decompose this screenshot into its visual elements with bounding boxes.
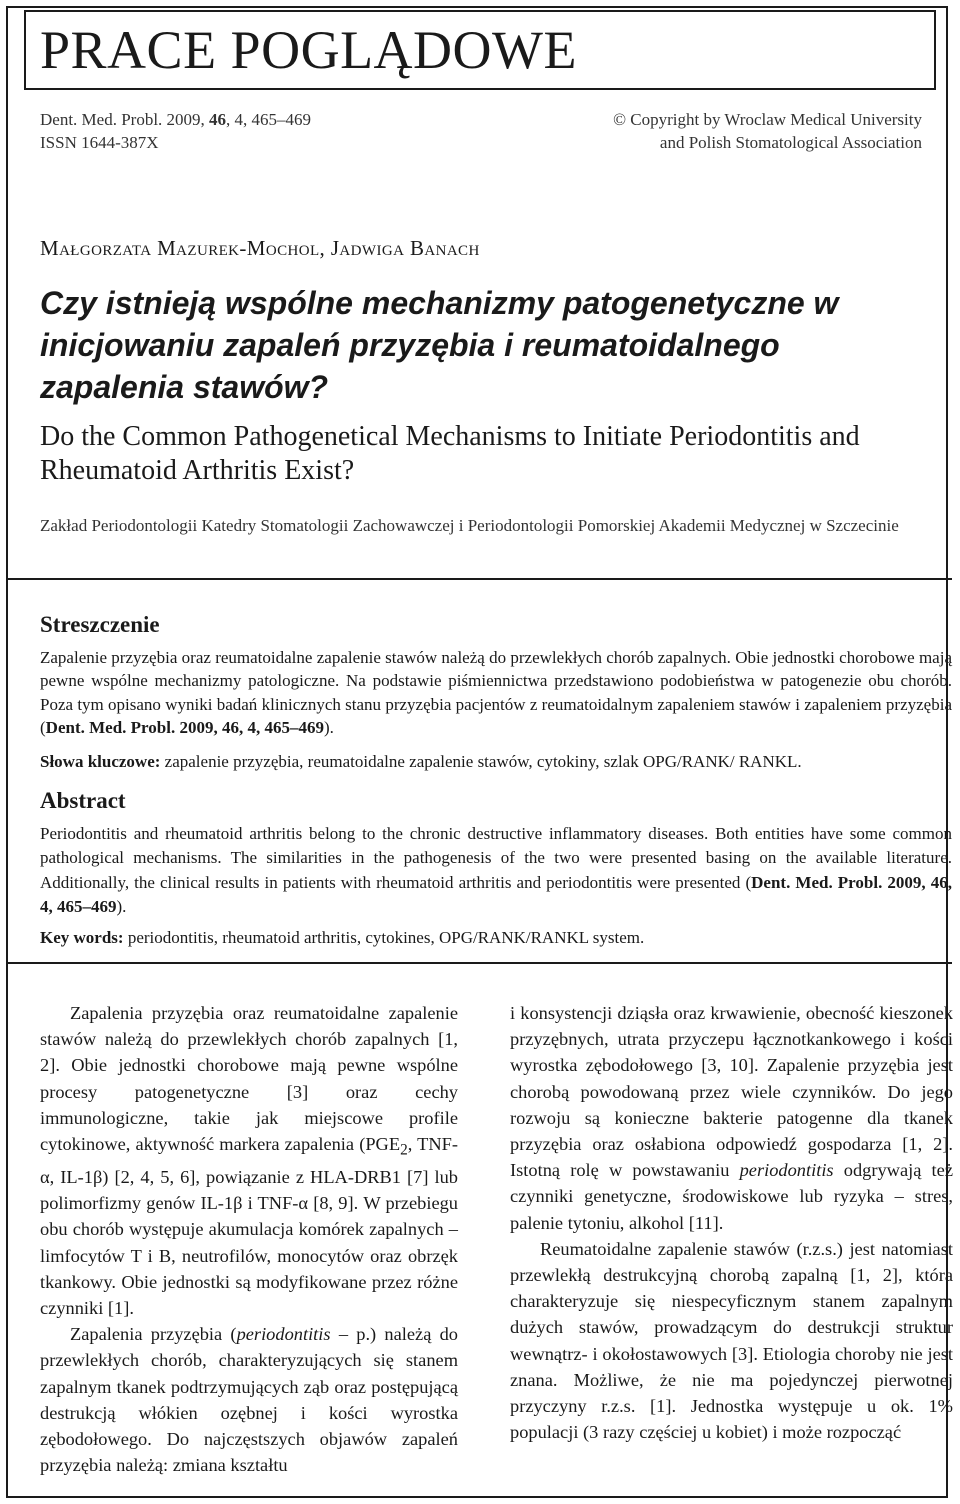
title-polish: Czy istnieją wspólne mechanizmy patogenetyczne w inicjowaniu zapaleń przyzębia i reumatoidalnego zapalenia stawów? [40, 285, 839, 405]
abstract-text [40, 822, 952, 920]
keywords-english-label: Key words: [40, 928, 124, 947]
journal-citation: Dent. Med. Probl. 2009, [40, 110, 205, 129]
body-emphasis: periodontitis [236, 1324, 331, 1345]
streszczenie-citation: Dent. Med. Probl. 2009, 46, 4, 465–469 [45, 718, 324, 738]
abstract-end: ). [116, 897, 127, 917]
journal-issue-pages: , 4, 465–469 [226, 110, 312, 129]
body-paragraph [510, 1000, 953, 1236]
abstract-body: Periodontitis and rheumatoid arthritis belong to the chronic destructive inflammatory diseases. Both entities have some common pathological mechanisms. The similarities in the pathogenesis of the two were presented basing on the available literature. Additionally, the clinical results in patients with rheumatoid arthritis and periodontitis were presented ( [40, 824, 952, 892]
body-text: Zapalenia przyzębia ( [70, 1324, 237, 1345]
streszczenie-heading: Streszczenie [40, 612, 160, 637]
body-text: Zapalenia przyzębia oraz reumatoidalne zapalenie stawów należą do przewlekłych chorób zapalnych [1, 2]. Obie jednostki chorobowe mają pewne wspólne procesy patogenetyczne [3] oraz cechy immunologiczne, takie jak miejscowe profile cytokinowe, aktywność markera zapalenia (PGE [40, 1003, 458, 1155]
body-paragraph [40, 1321, 458, 1478]
abstract-heading: Abstract [40, 788, 126, 813]
body-column-left [40, 1000, 458, 1478]
body-paragraph: Reumatoidalne zapalenie stawów (r.z.s.) jest natomiast przewlekłą destrukcyjną chorobą zapalną [1, 2], która charakteryzuje się niespecyficznym stanem zapalnym dużych stawów, prowadzącym do destrukcji struktur wewnątrz- i okołostawowych [3]. Etiologia choroby nie jest znana. Możliwe, że nie ma pojedynczej pierwotnej przyczyny r.z.s. [1]. Jednostka występuje u ok. 1% populacji (3 razy częściej u kobiet) i może rozpocząć [510, 1238, 953, 1443]
divider-bottom [6, 962, 952, 964]
body-text: i konsystencji dziąsła oraz krwawienie, obecność kieszonek przyzębnych, utrata przyczepu łącznotkankowego i kości wyrostka zębodołowego [3, 10]. Zapalenie przyzębia jest chorobą powodowaną przez wiele czynników. Do jego rozwoju są konieczne bakterie patogenne dla tkanek przyzębia oraz osłabiona odpowiedź gospodarza [1, 2]. Istotną rolę w powstawaniu [510, 1003, 953, 1181]
streszczenie-text [40, 646, 952, 740]
body-text: , TNF-α, IL-1β) [2, 4, 5, 6], powiązanie z HLA-DRB1 [7] lub polimorfizmy genów IL-1β i TNF-α [8, 9]. W przebiegu obu chorób występuje akumulacja komórek zapalnych – limfocytów T i B, neutrofilów, monocytów oraz obrzęk tkankowy. Obie jednostki są modyfikowane przez różne czynniki [1]. [40, 1134, 458, 1318]
abstract-citation: Dent. Med. Probl. 2009, 46, 4, 465–469 [40, 872, 952, 917]
keywords-english-list: periodontitis, rheumatoid arthritis, cytokines, OPG/RANK/RANKL system. [123, 928, 645, 947]
journal-volume: 46 [209, 110, 227, 129]
copyright-info [613, 108, 922, 154]
body-text: – p.) należą do przewlekłych chorób, charakteryzujących się stanem zapalnym tkanek podtrzymujących ząb oraz postępującą destrukcją włókien ozębnej i kości wyrostka zębodołowego. Do najczęstszych objawów zapaleń przyzębia należą: zmiana kształtu [40, 1324, 458, 1476]
copyright-line-1: © Copyright by Wroclaw Medical University [613, 110, 922, 129]
body-text: odgrywają też czynniki genetyczne, środowiskowe lub ryzyka – stres, palenie tytoniu, alkohol [11]. [510, 1160, 953, 1233]
issn: ISSN 1644-387X [40, 133, 159, 152]
journal-info [40, 108, 311, 154]
section-title: PRACE POGLĄDOWE [40, 20, 578, 80]
title-english: Do the Common Pathogenetical Mechanisms to Initiate Periodontitis and Rheumatoid Arthritis Exist? [40, 421, 860, 486]
keywords-polish-label: Słowa kluczowe: [40, 752, 161, 771]
streszczenie-body: Zapalenie przyzębia oraz reumatoidalne zapalenie stawów należą do przewlekłych chorób zapalnych. Obie jednostki chorobowe mają pewne wspólne mechanizmy patologiczne. Na podstawie piśmiennictwa przedstawiono podobieństwa w patogenezie obu chorób. Poza tym opisano wyniki badań klinicznych stanu przyzębia pacjentów z reumatoidalnym zapaleniem stawów i zapaleniem przyzębia ( [40, 648, 952, 738]
keywords-english [40, 926, 952, 950]
body-emphasis: periodontitis [739, 1160, 834, 1181]
copyright-line-2: and Polish Stomatological Association [659, 133, 922, 152]
streszczenie-end: ). [323, 718, 334, 738]
affiliation: Zakład Periodontologii Katedry Stomatologii Zachowawczej i Periodontologii Pomorskiej Akademii Medycznej w Szczecinie [40, 516, 899, 535]
keywords-polish [40, 750, 952, 774]
authors: Małgorzata Mazurek-Mochol, Jadwiga Banach [40, 236, 480, 260]
body-subscript: 2 [400, 1141, 408, 1159]
section-header-box [24, 10, 936, 90]
keywords-polish-list: zapalenie przyzębia, reumatoidalne zapalenie stawów, cytokiny, szlak OPG/RANK/ RANKL. [160, 752, 802, 771]
body-column-right [510, 1000, 953, 1445]
divider-top [6, 578, 952, 580]
body-paragraph [40, 1000, 458, 1321]
